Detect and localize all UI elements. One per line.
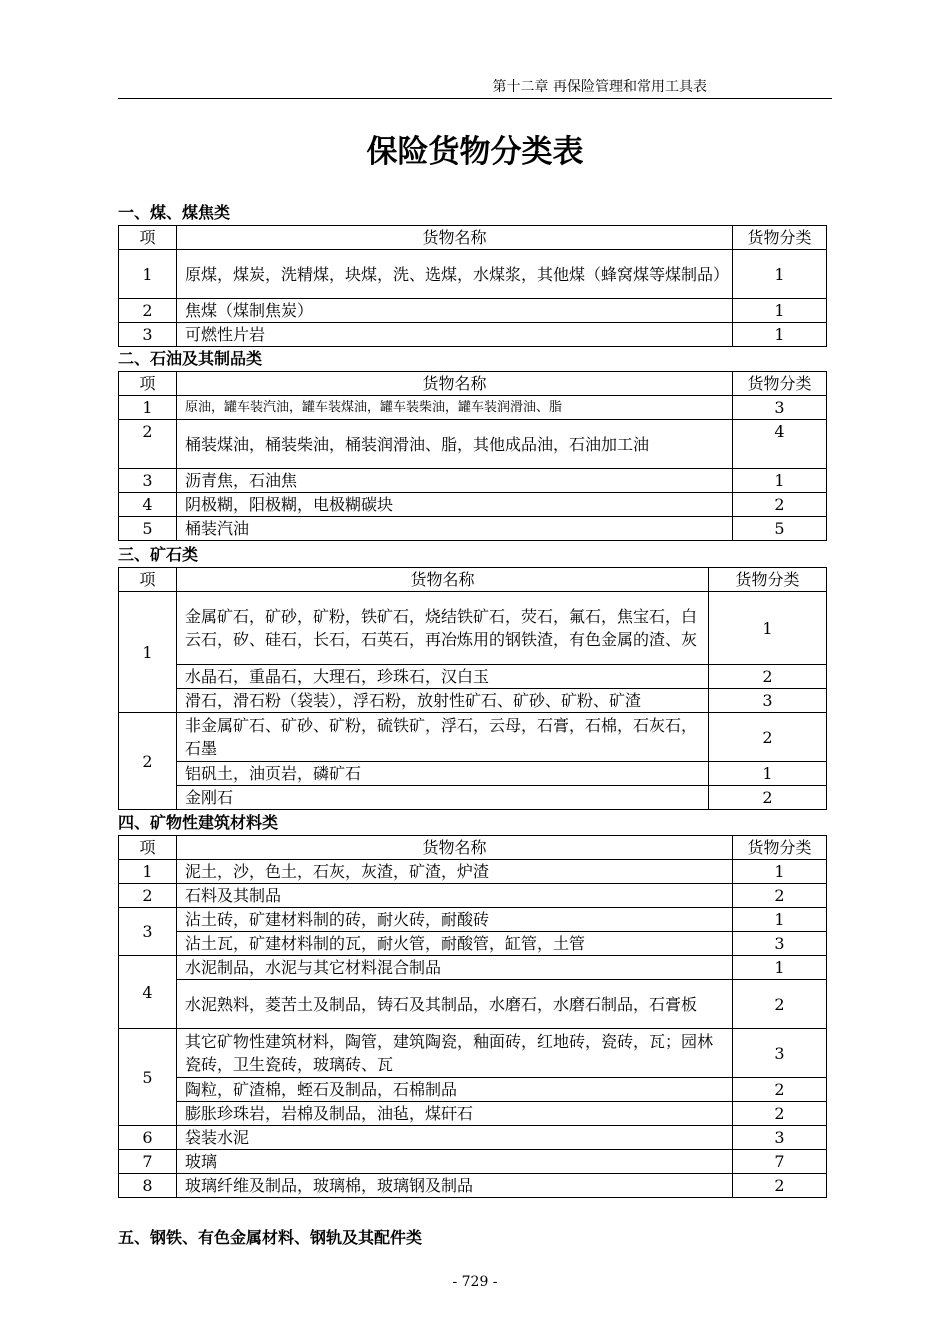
- header-class: 货物分类: [733, 836, 827, 860]
- row-name: 焦煤（煤制焦炭）: [177, 299, 733, 323]
- row-class: 1: [733, 469, 827, 493]
- row-class: 5: [733, 517, 827, 541]
- row-name: 非金属矿石、矿砂、矿粉，硫铁矿，浮石，云母，石膏，石棉，石灰石，石墨: [177, 713, 709, 762]
- row-class: 3: [733, 932, 827, 956]
- row-class: 2: [733, 1078, 827, 1102]
- table-row: [119, 1126, 827, 1150]
- row-name: 其它矿物性建筑材料，陶管，建筑陶瓷，釉面砖，红地砖，瓷砖，瓦；园林瓷砖，卫生瓷砖，玻璃砖、瓦: [177, 1029, 733, 1078]
- row-name: 桶装煤油，桶装柴油，桶装润滑油、脂，其他成品油，石油加工油: [177, 420, 733, 469]
- row-no: 2: [119, 884, 177, 908]
- table-row: [119, 762, 827, 786]
- row-name: 水泥制品，水泥与其它材料混合制品: [177, 956, 733, 980]
- table-row: [119, 420, 827, 469]
- row-no: 3: [119, 469, 177, 493]
- row-no: 8: [119, 1174, 177, 1198]
- table-row: [119, 932, 827, 956]
- header-no: 项: [119, 226, 177, 250]
- table-building-materials: [118, 835, 827, 1198]
- row-class: 2: [733, 884, 827, 908]
- header-no: 项: [119, 372, 177, 396]
- page-title: 保险货物分类表: [366, 134, 584, 170]
- row-name: 原煤，煤炭，洗精煤，块煤，洗、选煤，水煤浆，其他煤（蜂窝煤等煤制品）: [177, 250, 733, 299]
- table-row: [119, 396, 827, 420]
- table-row: [119, 786, 827, 810]
- row-no: 5: [119, 1029, 177, 1126]
- table-row: [119, 1029, 827, 1078]
- row-class: 1: [733, 908, 827, 932]
- table-header-row: [119, 226, 827, 250]
- table-row: [119, 299, 827, 323]
- row-no: 2: [119, 299, 177, 323]
- row-class: 1: [733, 299, 827, 323]
- row-no: 2: [119, 420, 177, 469]
- row-name: 铝矾土，油页岩，磷矿石: [177, 762, 709, 786]
- table-row: [119, 689, 827, 713]
- row-class: 1: [733, 323, 827, 347]
- row-class: 1: [733, 250, 827, 299]
- table-coal: [118, 225, 827, 347]
- header-no: 项: [119, 568, 177, 592]
- table-row: [119, 908, 827, 932]
- row-no: 1: [119, 592, 177, 713]
- section-heading-2: 二、石油及其制品类: [118, 349, 263, 368]
- page-number: - 729 -: [452, 1274, 498, 1290]
- row-name: 金刚石: [177, 786, 709, 810]
- row-name: 滑石，滑石粉（袋装），浮石粉，放射性矿石、矿砂、矿粉、矿渣: [177, 689, 709, 713]
- row-name: 沥青焦，石油焦: [177, 469, 733, 493]
- row-class: 2: [733, 980, 827, 1029]
- row-no: 4: [119, 493, 177, 517]
- table-header-row: [119, 836, 827, 860]
- row-name: 石料及其制品: [177, 884, 733, 908]
- row-class: 2: [709, 713, 827, 762]
- table-row: [119, 713, 827, 762]
- section-heading-3: 三、矿石类: [118, 545, 199, 564]
- row-no: 4: [119, 956, 177, 1029]
- table-row: [119, 884, 827, 908]
- table-row: [119, 250, 827, 299]
- row-name: 可燃性片岩: [177, 323, 733, 347]
- row-name: 膨胀珍珠岩，岩棉及制品，油毡，煤矸石: [177, 1102, 733, 1126]
- row-no: 5: [119, 517, 177, 541]
- table-row: [119, 517, 827, 541]
- section-heading-5: 五、钢铁、有色金属材料、钢轨及其配件类: [118, 1228, 423, 1247]
- table-row: [119, 860, 827, 884]
- row-name: 沾土砖，矿建材料制的砖，耐火砖，耐酸砖: [177, 908, 733, 932]
- row-name: 水泥熟料，菱苦土及制品，铸石及其制品，水磨石，水磨石制品，石膏板: [177, 980, 733, 1029]
- row-name: 金属矿石，矿砂，矿粉，铁矿石，烧结铁矿石，荧石，氟石，焦宝石，白云石，矽、硅石，长石，石英石，再冶炼用的钢铁渣，有色金属的渣、灰: [177, 592, 709, 665]
- section-heading-1: 一、煤、煤焦类: [118, 203, 231, 222]
- row-class: 2: [733, 1174, 827, 1198]
- table-row: [119, 956, 827, 980]
- row-class: 3: [733, 1126, 827, 1150]
- row-no: 3: [119, 908, 177, 956]
- table-header-row: [119, 372, 827, 396]
- table-header-row: [119, 568, 827, 592]
- row-class: 4: [733, 420, 827, 469]
- header-class: 货物分类: [709, 568, 827, 592]
- table-row: [119, 493, 827, 517]
- header-name: 货物名称: [177, 568, 709, 592]
- header-name: 货物名称: [177, 836, 733, 860]
- row-class: 1: [733, 956, 827, 980]
- table-petroleum: [118, 371, 827, 541]
- row-class: 2: [709, 786, 827, 810]
- row-class: 3: [733, 396, 827, 420]
- table-row: [119, 980, 827, 1029]
- row-name: 泥土，沙，色土，石灰，灰渣，矿渣，炉渣: [177, 860, 733, 884]
- row-class: 7: [733, 1150, 827, 1174]
- table-ore: [118, 567, 827, 810]
- header-text: 第十二章 再保险管理和常用工具表: [492, 79, 707, 95]
- table-row: [119, 469, 827, 493]
- header-name: 货物名称: [177, 372, 733, 396]
- header-class: 货物分类: [733, 372, 827, 396]
- table-row: [119, 1078, 827, 1102]
- row-no: 7: [119, 1150, 177, 1174]
- row-class: 1: [709, 592, 827, 665]
- table-row: [119, 665, 827, 689]
- row-class: 2: [709, 665, 827, 689]
- row-no: 1: [119, 250, 177, 299]
- row-no: 1: [119, 860, 177, 884]
- row-name: 水晶石，重晶石，大理石，珍珠石，汉白玉: [177, 665, 709, 689]
- row-class: 3: [709, 689, 827, 713]
- header-no: 项: [119, 836, 177, 860]
- table-row: [119, 592, 827, 665]
- table-row: [119, 1102, 827, 1126]
- page-header: [118, 78, 832, 99]
- table-row: [119, 1150, 827, 1174]
- section-heading-4: 四、矿物性建筑材料类: [118, 813, 279, 832]
- row-class: 2: [733, 493, 827, 517]
- row-class: 1: [709, 762, 827, 786]
- row-class: 2: [733, 1102, 827, 1126]
- row-name: 玻璃纤维及制品，玻璃棉，玻璃钢及制品: [177, 1174, 733, 1198]
- table-row: [119, 1174, 827, 1198]
- row-name: 沾土瓦，矿建材料制的瓦，耐火管，耐酸管，缸管，土管: [177, 932, 733, 956]
- row-no: 1: [119, 396, 177, 420]
- row-name: 桶装汽油: [177, 517, 733, 541]
- table-row: [119, 323, 827, 347]
- row-class: 1: [733, 860, 827, 884]
- row-name: 原油，罐车装汽油，罐车装煤油，罐车装柴油，罐车装润滑油、脂: [177, 396, 733, 420]
- row-no: 6: [119, 1126, 177, 1150]
- row-name: 袋装水泥: [177, 1126, 733, 1150]
- row-class: 3: [733, 1029, 827, 1078]
- row-name: 阴极糊，阳极糊，电极糊碳块: [177, 493, 733, 517]
- row-name: 玻璃: [177, 1150, 733, 1174]
- row-no: 2: [119, 713, 177, 810]
- header-name: 货物名称: [177, 226, 733, 250]
- row-no: 3: [119, 323, 177, 347]
- header-class: 货物分类: [733, 226, 827, 250]
- row-name: 陶粒，矿渣棉，蛭石及制品，石棉制品: [177, 1078, 733, 1102]
